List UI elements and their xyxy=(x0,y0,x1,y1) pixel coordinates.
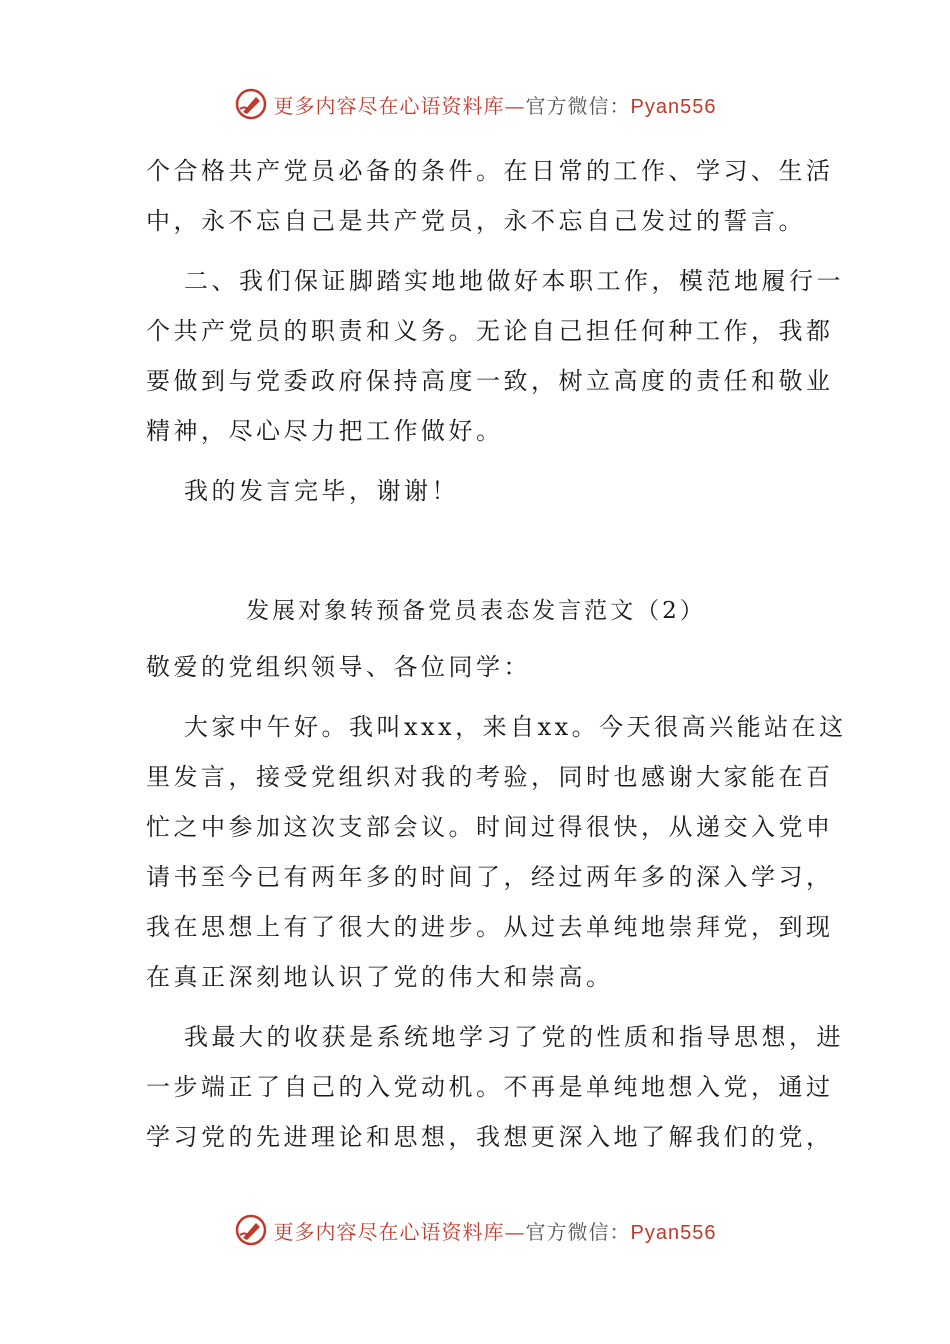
text-line: 个合格共产党员必备的条件。在日常的工作、学习、生活 xyxy=(146,157,834,185)
paragraph-1 xyxy=(146,146,834,246)
footer-text xyxy=(274,1216,717,1245)
footer-separator: — xyxy=(504,1219,526,1244)
footer-banner xyxy=(0,1210,950,1250)
text-line: 中，永不忘自己是共产党员，永不忘自己发过的誓言。 xyxy=(146,207,806,235)
header-wechat-id: Pyan556 xyxy=(630,95,717,118)
text-line: 在真正深刻地认识了党的伟大和崇高。 xyxy=(146,963,614,991)
footer-site-text: 更多内容尽在心语资料库 xyxy=(273,1219,505,1244)
pen-nib-logo-icon xyxy=(234,87,268,121)
text-line: 要做到与党委政府保持高度一致，树立高度的责任和敬业 xyxy=(146,367,834,395)
closing-line: 我的发言完毕，谢谢！ xyxy=(184,477,459,505)
text-line: 二、我们保证脚踏实地地做好本职工作，模范地履行一 xyxy=(184,267,844,295)
header-site-text: 更多内容尽在心语资料库 xyxy=(273,93,505,118)
salutation: 敬爱的党组织领导、各位同学： xyxy=(146,653,531,681)
text-line: 大家中午好。我叫xxx，来自xx。今天很高兴能站在这 xyxy=(184,713,847,741)
paragraph-5 xyxy=(146,1012,844,1162)
header-wechat-label: 官方微信： xyxy=(525,93,631,118)
section-title: 发展对象转预备党员表态发言范文（2） xyxy=(246,598,706,624)
header-text xyxy=(274,90,717,119)
footer-wechat-id: Pyan556 xyxy=(630,1221,717,1244)
text-line: 一步端正了自己的入党动机。不再是单纯地想入党，通过 xyxy=(146,1073,834,1101)
text-line: 忙之中参加这次支部会议。时间过得很快，从递交入党申 xyxy=(146,813,834,841)
text-line: 个共产党员的职责和义务。无论自己担任何种工作，我都 xyxy=(146,317,834,345)
paragraph-2 xyxy=(146,256,844,456)
header-banner xyxy=(0,84,950,124)
pen-nib-logo-icon xyxy=(234,1213,268,1247)
text-line: 里发言，接受党组织对我的考验，同时也感谢大家能在百 xyxy=(146,763,834,791)
footer-wechat-label: 官方微信： xyxy=(525,1219,631,1244)
text-line: 我最大的收获是系统地学习了党的性质和指导思想，进 xyxy=(184,1023,844,1051)
document-body xyxy=(146,146,847,1162)
text-line: 学习党的先进理论和思想，我想更深入地了解我们的党， xyxy=(146,1123,834,1151)
text-line: 请书至今已有两年多的时间了，经过两年多的深入学习， xyxy=(146,863,834,891)
text-line: 精神，尽心尽力把工作做好。 xyxy=(146,417,504,445)
paragraph-4 xyxy=(146,702,847,1002)
text-line: 我在思想上有了很大的进步。从过去单纯地崇拜党，到现 xyxy=(146,913,834,941)
header-separator: — xyxy=(504,93,526,118)
